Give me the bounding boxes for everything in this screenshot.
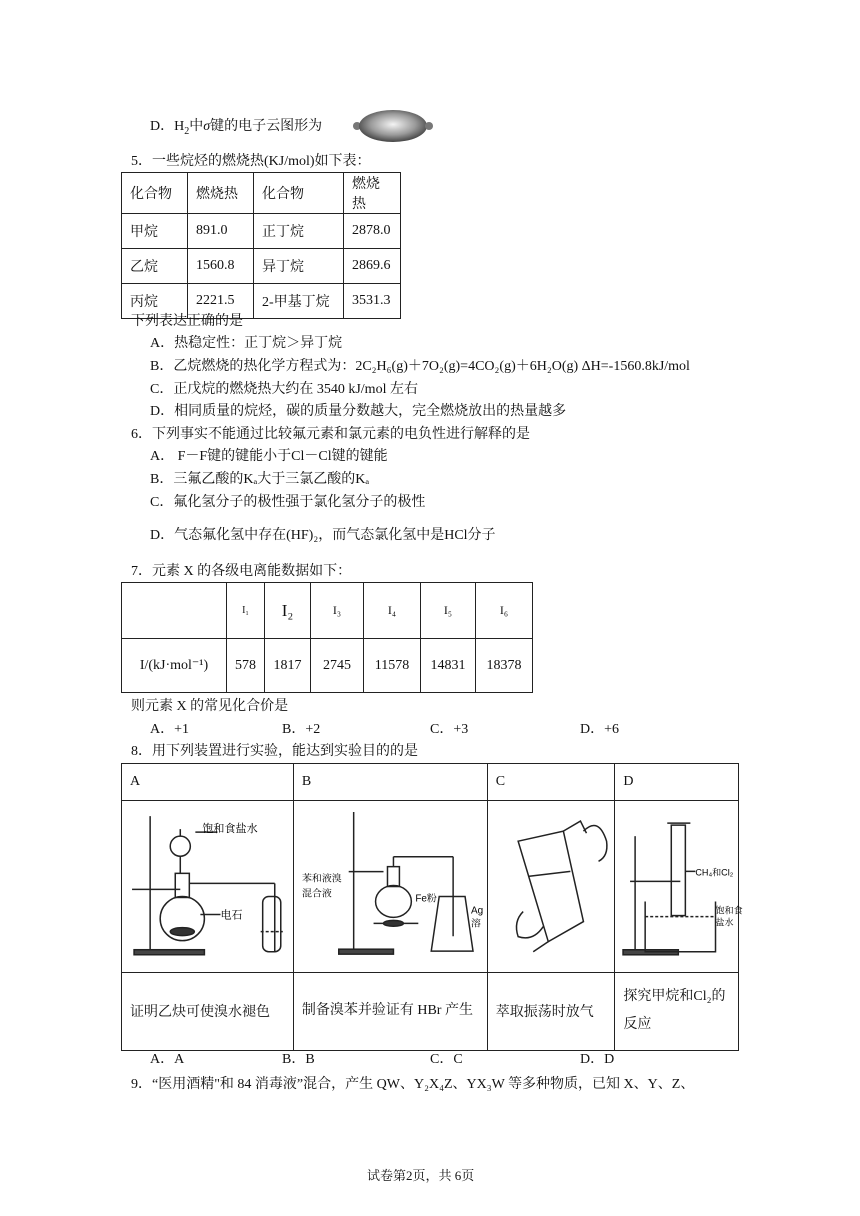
table-header: 燃烧热 — [188, 173, 254, 214]
label-b-ag: Ag — [470, 905, 484, 917]
q7-prompt: 则元素 X 的常见化合价是 — [131, 699, 289, 714]
table-header: D — [615, 764, 739, 801]
table-header: I₃ — [311, 583, 364, 639]
caption-a: 证明乙炔可使溴水褪色 — [122, 972, 294, 1050]
table-cell: 正丁烷 — [254, 214, 344, 249]
table-header: I₂ — [265, 583, 311, 639]
q4-option-d — [150, 117, 322, 142]
table-cell: 11578 — [364, 639, 421, 693]
table-cell: 2878.0 — [344, 214, 401, 249]
table-cell: 3531.3 — [344, 284, 401, 319]
q8-table — [121, 763, 743, 1051]
q4d-sigma: σ — [203, 119, 211, 134]
table-row — [122, 639, 533, 693]
q8-option-b: B．B — [282, 1052, 315, 1067]
table-header — [122, 583, 227, 639]
table-cell: 乙烷 — [122, 249, 188, 284]
table-header: A — [122, 764, 294, 801]
label-b-fe: Fe粉 — [415, 893, 437, 905]
table-cell: 2869.6 — [344, 249, 401, 284]
q6-option-a: A． F－F键的键能小于Cl－Cl键的键能 — [150, 449, 388, 464]
label-a-saltwater: 饱和食盐水 — [202, 823, 258, 836]
apparatus-b-cell — [293, 801, 487, 973]
q7-option-d: D．+6 — [580, 722, 620, 737]
caption-c: 萃取振荡时放气 — [487, 972, 615, 1050]
q8-option-c: C．C — [430, 1052, 463, 1067]
q7-option-a: A．+1 — [150, 722, 190, 737]
q5-option-c: C．正戊烷的燃烧热大约在 3540 kJ/mol 左右 — [150, 382, 418, 397]
q6-option-b: B．三氟乙酸的Kₐ大于三氯乙酸的Kₐ — [150, 472, 370, 487]
label-b-ag2: 溶 — [470, 918, 481, 930]
table-row — [122, 173, 401, 214]
table-row — [122, 583, 533, 639]
q9-stem: 9．“医用酒精"和 84 消毒液”混合，产生 QW、Y₂X₄Z、YX₃W 等多种物质，已知 X、Y、Z、 — [131, 1077, 695, 1092]
table-header: 燃烧热 — [344, 173, 401, 214]
table-cell: I/(kJ·mol⁻¹) — [122, 639, 227, 693]
table-header: I₆ — [476, 583, 533, 639]
table-row — [122, 972, 739, 1050]
label-d-sat1: 饱和食 — [715, 905, 743, 916]
apparatus-c-cell — [487, 801, 615, 973]
q6-stem: 6．下列事实不能通过比较氟元素和氯元素的电负性进行解释的是 — [131, 427, 530, 442]
table-cell: 异丁烷 — [254, 249, 344, 284]
table-header: B — [293, 764, 487, 801]
apparatus-a-image — [122, 801, 293, 967]
table-row — [122, 764, 739, 801]
table-cell: 891.0 — [188, 214, 254, 249]
apparatus-d-cell — [615, 801, 743, 973]
q5-stem: 5．一些烷烃的燃烧热(KJ/mol)如下表： — [131, 154, 371, 169]
label-d-gas: CH₄和Cl₂ — [695, 867, 734, 878]
electron-cloud-image — [350, 108, 436, 144]
table-cell: 2745 — [311, 639, 364, 693]
q8-option-a: A．A — [150, 1052, 185, 1067]
label-a-carbide: 电石 — [220, 909, 243, 922]
q5-option-d: D．相同质量的烷烃，碳的质量分数越大，完全燃烧放出的热量越多 — [150, 404, 567, 419]
q4d-prefix: D．H — [150, 119, 185, 134]
table-header: I₁ — [227, 583, 265, 639]
caption-b: 制备溴苯并验证有 HBr 产生 — [293, 972, 487, 1050]
page-footer: 试卷第2页，共 6页 — [367, 1168, 475, 1183]
table-cell: 2-甲基丁烷 — [254, 284, 344, 319]
q5-prompt: 下列表达正确的是 — [131, 314, 243, 329]
table-row — [122, 249, 401, 284]
q4d-sub: 2 — [184, 125, 190, 137]
q4d-suffix: 键的电子云图形为 — [210, 119, 323, 134]
table-cell: 丙烷 — [122, 284, 188, 319]
q7-table — [121, 582, 533, 693]
table-cell: 1560.8 — [188, 249, 254, 284]
q5-option-b: B．乙烷燃烧的热化学方程式为：2C₂H₆(g)＋7O₂(g)=4CO₂(g)＋6H₂O(g) ΔH=-1560.8kJ/mol — [150, 359, 690, 374]
q8-option-d: D．D — [580, 1052, 615, 1067]
table-cell: 14831 — [421, 639, 476, 693]
table-header: I₅ — [421, 583, 476, 639]
table-cell: 甲烷 — [122, 214, 188, 249]
q7-option-c: C．+3 — [430, 722, 469, 737]
apparatus-b-image — [294, 802, 487, 966]
table-cell: 18378 — [476, 639, 533, 693]
q5-table — [121, 172, 401, 319]
label-b-mix1: 苯和液溴 — [301, 873, 342, 885]
apparatus-d-image — [615, 801, 743, 967]
label-b-mix2: 混合液 — [301, 888, 332, 900]
q6-option-d: D．气态氟化氢中存在(HF)₂，而气态氯化氢中是HCl分子 — [150, 528, 496, 543]
table-cell: 578 — [227, 639, 265, 693]
caption-d: 探究甲烷和Cl₂的反应 — [615, 972, 739, 1050]
q7-stem: 7．元素 X 的各级电离能数据如下： — [131, 564, 352, 579]
table-header: C — [487, 764, 615, 801]
apparatus-c-image — [488, 801, 615, 967]
table-row — [122, 214, 401, 249]
apparatus-a-cell — [122, 801, 294, 973]
label-d-sat2: 盐水 — [715, 917, 734, 928]
q6-option-c: C．氟化氢分子的极性强于氯化氢分子的极性 — [150, 495, 426, 510]
q4d-mid: 中 — [189, 119, 204, 134]
table-header: 化合物 — [122, 173, 188, 214]
q7-option-b: B．+2 — [282, 722, 321, 737]
table-header: I₄ — [364, 583, 421, 639]
table-row — [122, 801, 739, 973]
q8-stem: 8．用下列装置进行实验，能达到实验目的的是 — [131, 744, 418, 759]
table-header: 化合物 — [254, 173, 344, 214]
table-cell: 2221.5 — [188, 284, 254, 319]
q5-option-a: A．热稳定性：正丁烷＞异丁烷 — [150, 336, 343, 351]
table-cell: 1817 — [265, 639, 311, 693]
